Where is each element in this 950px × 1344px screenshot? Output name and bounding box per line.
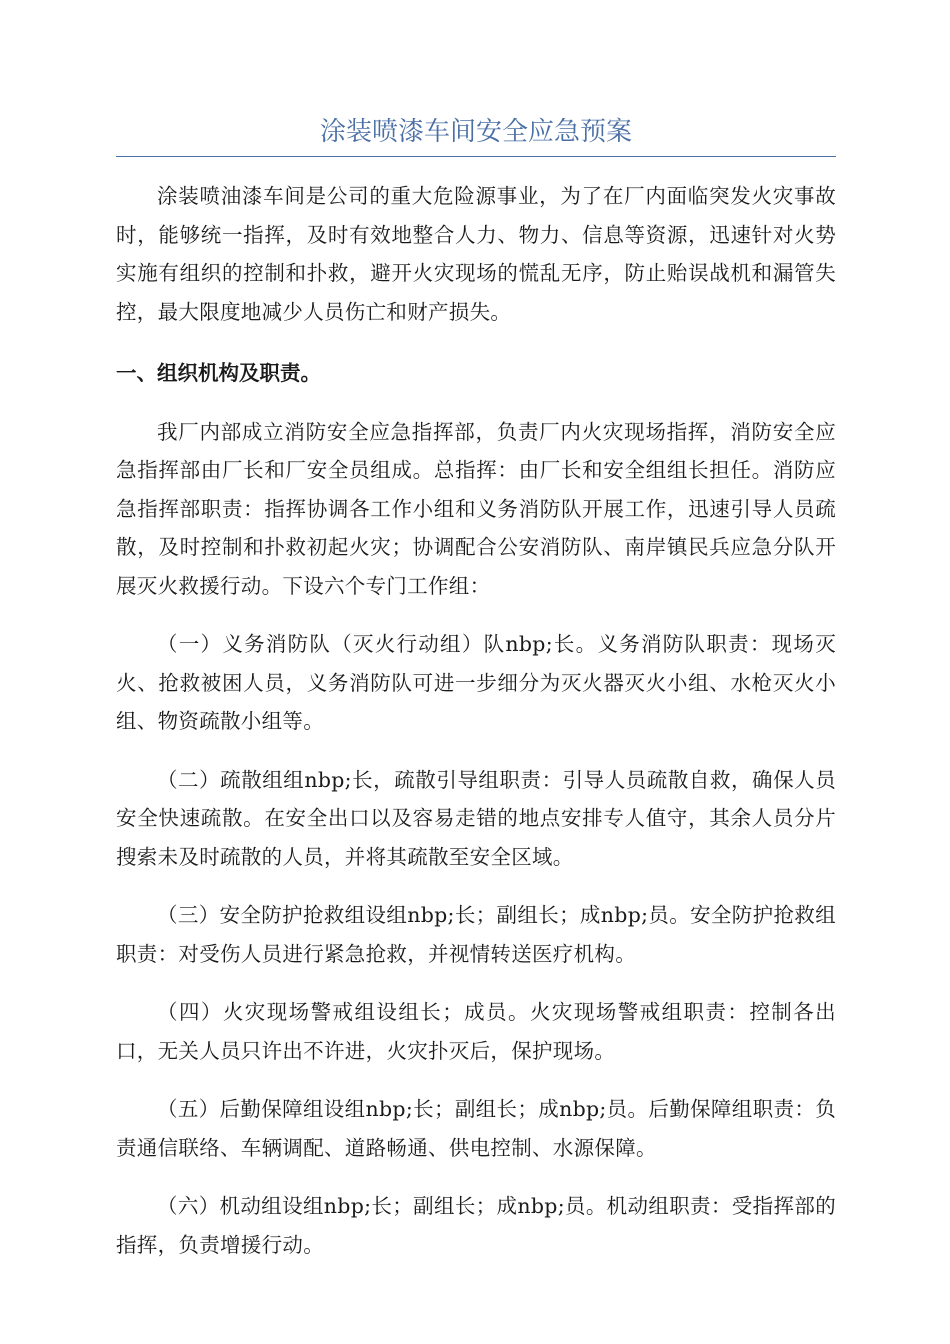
section-heading: 一、组织机构及职责。: [116, 361, 321, 385]
section-paragraph: 我厂内部成立消防安全应急指挥部，负责厂内火灾现场指挥，消防安全应急指挥部由厂长和厂安全员组成。总指挥：由厂长和安全组组长担任。消防应急指挥部职责：指挥协调各工作小组和义务消防队开展工作，迅速引导人员疏散，及时控制和扑救初起火灾；协调配合公安消防队、南岸镇民兵应急分队开展灭火救援行动。下设六个专门工作组：: [116, 419, 836, 598]
page-title: 涂装喷漆车间安全应急预案: [116, 112, 836, 157]
group-item-6: （六）机动组设组nbp;长；副组长；成nbp;员。机动组职责：受指挥部的指挥，负责增援行动。: [116, 1194, 836, 1257]
group-item-3: （三）安全防护抢救组设组nbp;长；副组长；成nbp;员。安全防护抢救组职责：对受伤人员进行紧急抢救，并视情转送医疗机构。: [116, 903, 836, 966]
group-item-4: （四）火灾现场警戒组设组长；成员。火灾现场警戒组职责：控制各出口，无关人员只许出不许进，火灾扑灭后，保护现场。: [116, 1000, 836, 1063]
group-item-5: （五）后勤保障组设组nbp;长；副组长；成nbp;员。后勤保障组职责：负责通信联络、车辆调配、道路畅通、供电控制、水源保障。: [116, 1097, 836, 1160]
intro-paragraph: 涂装喷油漆车间是公司的重大危险源事业，为了在厂内面临突发火灾事故时，能够统一指挥，及时有效地整合人力、物力、信息等资源，迅速针对火势实施有组织的控制和扑救，避开火灾现场的慌乱无序，防止贻误战机和漏管失控，最大限度地减少人员伤亡和财产损失。: [116, 184, 836, 324]
group-item-1: （一）义务消防队（灭火行动组）队nbp;长。义务消防队职责：现场灭火、抢救被困人员，义务消防队可进一步细分为灭火器灭火小组、水枪灭火小组、物资疏散小组等。: [116, 632, 836, 733]
group-item-2: （二）疏散组组nbp;长，疏散引导组职责：引导人员疏散自救，确保人员安全快速疏散。在安全出口以及容易走错的地点安排专人值守，其余人员分片搜索未及时疏散的人员，并将其疏散至安全区域。: [116, 767, 836, 869]
document-page: [116, 112, 836, 1264]
